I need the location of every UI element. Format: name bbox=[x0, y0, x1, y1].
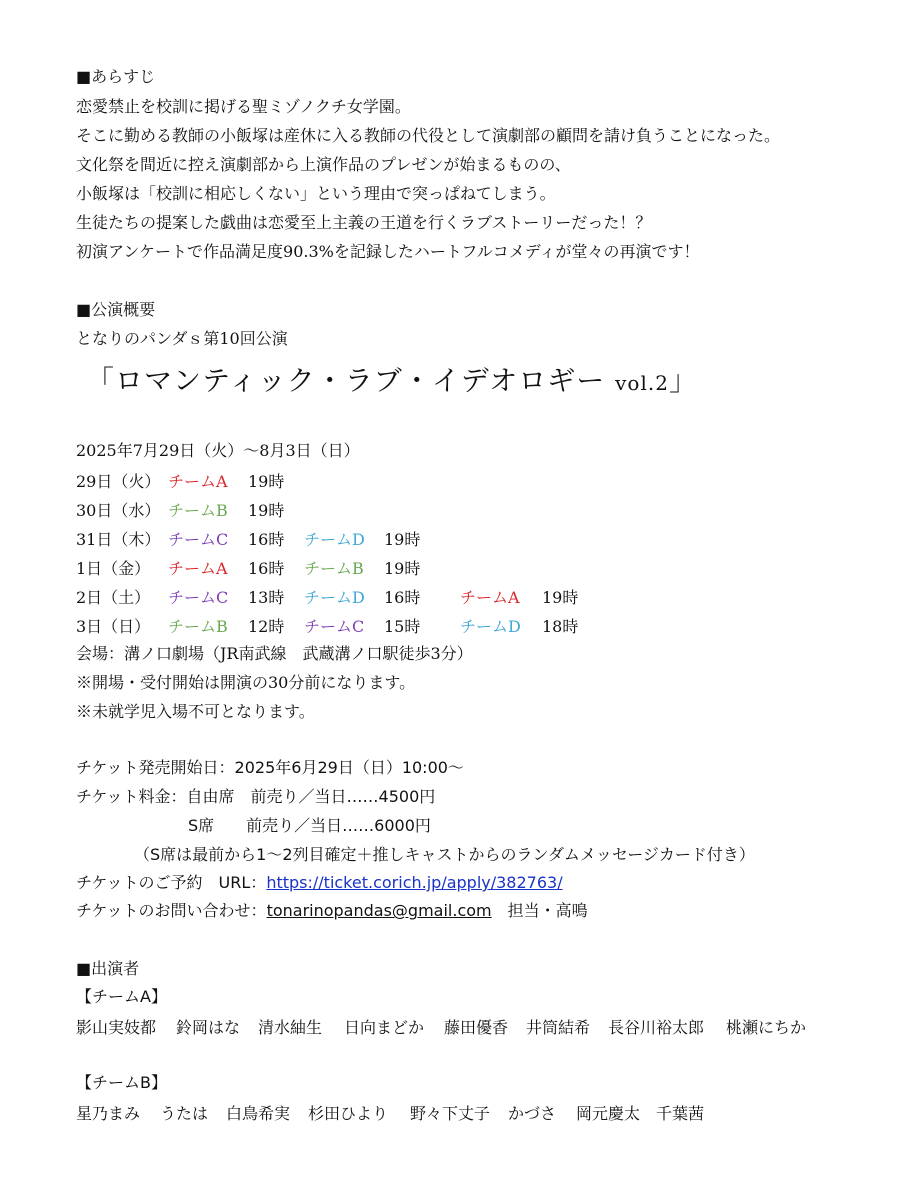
cast-member: 長谷川裕太郎 bbox=[608, 1018, 705, 1037]
schedule-team: チームC bbox=[168, 588, 229, 607]
schedule-day: 29日（火） bbox=[76, 472, 161, 491]
venue-note: ※未就学児入場不可となります。 bbox=[76, 702, 315, 721]
schedule-team: チームB bbox=[168, 617, 228, 636]
schedule-team: チームB bbox=[304, 559, 364, 578]
ticket-sale-start: チケット発売開始日：2025年6月29日（日）10:00〜 bbox=[76, 758, 464, 777]
period-line: 2025年7月29日（火）〜8月3日（日） bbox=[76, 441, 360, 460]
cast-member: 鈴岡はな bbox=[176, 1018, 241, 1037]
schedule-team: チームC bbox=[304, 617, 365, 636]
ticket-contact-label: チケットのお問い合わせ： bbox=[76, 901, 267, 920]
schedule-time: 16時 bbox=[248, 559, 285, 578]
ticket-reserve bbox=[76, 872, 563, 894]
schedule-time: 16時 bbox=[248, 530, 285, 549]
schedule-day: 2日（土） bbox=[76, 588, 151, 607]
schedule-team: チームA bbox=[168, 472, 228, 491]
overview-heading: ■公演概要 bbox=[76, 300, 156, 319]
synopsis-line: 小飯塚は「校訓に相応しくない」という理由で突っぱねてしまう。 bbox=[76, 184, 556, 203]
schedule-time: 18時 bbox=[542, 617, 579, 636]
schedule-time: 16時 bbox=[384, 588, 421, 607]
schedule-time: 19時 bbox=[384, 530, 421, 549]
play-title bbox=[86, 364, 698, 400]
venue-line: 会場：溝ノ口劇場（JR南武線 武蔵溝ノ口駅徒歩3分） bbox=[76, 644, 473, 663]
cast-member: 影山実妓都 bbox=[76, 1018, 157, 1037]
schedule-team: チームD bbox=[304, 588, 365, 607]
cast-member: 桃瀬にちか bbox=[726, 1018, 807, 1037]
cast-heading: ■出演者 bbox=[76, 959, 140, 978]
synopsis-line: そこに勤める教師の小飯塚は産休に入る教師の代役として演劇部の顧問を請け負うことになった。 bbox=[76, 126, 781, 145]
schedule-team: チームA bbox=[460, 588, 520, 607]
schedule-time: 19時 bbox=[542, 588, 579, 607]
team-b-label: 【チームB】 bbox=[76, 1073, 167, 1092]
cast-member: 千葉茜 bbox=[656, 1104, 705, 1123]
cast-member: 日向まどか bbox=[344, 1018, 425, 1037]
schedule-team: チームD bbox=[460, 617, 521, 636]
play-title-close: 」 bbox=[668, 364, 698, 397]
cast-member: 野々下丈子 bbox=[410, 1104, 491, 1123]
schedule-day: 3日（日） bbox=[76, 617, 151, 636]
schedule-team: チームC bbox=[168, 530, 229, 549]
schedule-time: 13時 bbox=[248, 588, 285, 607]
schedule-team: チームB bbox=[168, 501, 228, 520]
schedule-team: チームD bbox=[304, 530, 365, 549]
cast-member: 星乃まみ bbox=[76, 1104, 141, 1123]
ticket-contact bbox=[76, 900, 588, 922]
ticket-reserve-label: チケットのご予約 URL： bbox=[76, 873, 267, 892]
schedule-team: チームA bbox=[168, 559, 228, 578]
cast-member: かづさ bbox=[508, 1104, 557, 1123]
schedule-day: 1日（金） bbox=[76, 559, 151, 578]
synopsis-line: 初演アンケートで作品満足度90.3%を記録したハートフルコメディが堂々の再演です！ bbox=[76, 242, 700, 261]
company-line: となりのパンダｓ第10回公演 bbox=[76, 329, 288, 348]
cast-member: 岡元慶太 bbox=[576, 1104, 641, 1123]
cast-member: 井筒結希 bbox=[526, 1018, 591, 1037]
cast-member: 清水紬生 bbox=[258, 1018, 323, 1037]
schedule-time: 19時 bbox=[248, 501, 285, 520]
ticket-contact-email[interactable]: tonarinopandas@gmail.com bbox=[266, 901, 492, 920]
cast-member: 白鳥希実 bbox=[226, 1104, 291, 1123]
venue-note: ※開場・受付開始は開演の30分前になります。 bbox=[76, 673, 416, 692]
ticket-reserve-link[interactable]: https://ticket.corich.jp/apply/382763/ bbox=[266, 873, 563, 892]
cast-member: 杉田ひより bbox=[308, 1104, 389, 1123]
synopsis-line: 生徒たちの提案した戯曲は恋愛至上主義の王道を行くラブストーリーだった！？ bbox=[76, 213, 652, 232]
ticket-s-note: （S席は最前から1〜2列目確定＋推しキャストからのランダムメッセージカード付き） bbox=[134, 845, 755, 864]
schedule-time: 19時 bbox=[384, 559, 421, 578]
cast-member: 藤田優香 bbox=[444, 1018, 509, 1037]
schedule-time: 12時 bbox=[248, 617, 285, 636]
schedule-day: 31日（木） bbox=[76, 530, 161, 549]
schedule-time: 19時 bbox=[248, 472, 285, 491]
cast-member: うたは bbox=[160, 1104, 209, 1123]
play-title-vol: vol.2 bbox=[615, 371, 669, 395]
ticket-s-seat: S席 前売り／当日……6000円 bbox=[188, 816, 431, 835]
ticket-price: チケット料金：自由席 前売り／当日……4500円 bbox=[76, 787, 436, 806]
schedule-day: 30日（水） bbox=[76, 501, 161, 520]
synopsis-line: 文化祭を間近に控え演劇部から上演作品のプレゼンが始まるものの、 bbox=[76, 155, 571, 174]
play-title-main: 「ロマンティック・ラブ・イデオロギー bbox=[86, 364, 616, 397]
ticket-contact-person: 担当・高鳴 bbox=[507, 901, 588, 920]
schedule-time: 15時 bbox=[384, 617, 421, 636]
synopsis-line: 恋愛禁止を校訓に掲げる聖ミゾノクチ女学園。 bbox=[76, 97, 411, 116]
synopsis-heading: ■あらすじ bbox=[76, 67, 156, 86]
team-a-label: 【チームA】 bbox=[76, 987, 167, 1006]
